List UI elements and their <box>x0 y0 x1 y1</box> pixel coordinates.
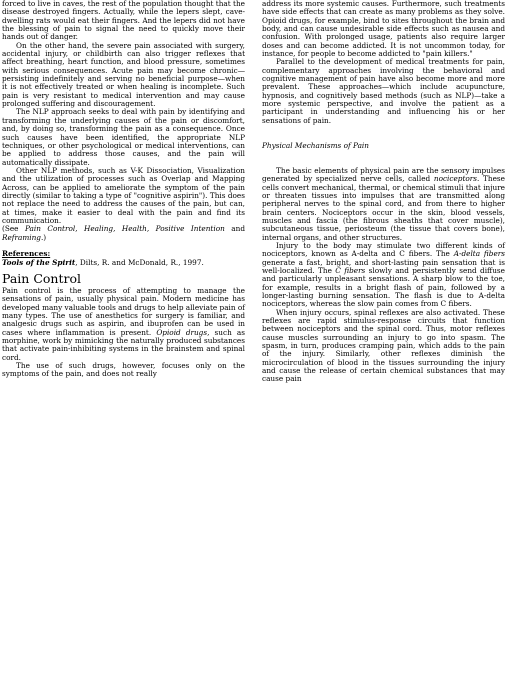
paragraph: forced to live in caves, the rest of the population thought that the disease destroyed fingers. Actually, while the lepers slept, cave-dwelling rats would eat their fingers. And the lepers did not have the blessing of pain to signal the need to quickly move their hands out of danger. <box>2 0 245 42</box>
left-column <box>2 0 245 379</box>
term: C fibers <box>335 266 366 275</box>
paragraph: On the other hand, the severe pain associated with surgery, accidental injury, or childbirth can also trigger reflexes that affect breathing, heart function, and blood pressure, sometimes with serious consequences. Acute pain may become chronic—persisting indefinitely and serving no beneficial purpose—when it is not effectively treated or when healing is incomplete. Such pain is very resistant to medical intervention and may cause prolonged suffering and discouragement. <box>2 40 245 109</box>
term: nociceptors <box>433 174 478 184</box>
reference-entry: Tools of the Spirit, Dilts, R. and McDonald, R., 1997. <box>2 257 204 267</box>
paragraph: The basic elements of physical pain are the sensory impulses generated by specialized nerve cells, called nociceptors. These cells convert mechanical, thermal, or chemical stimuli that injure or threaten tissues into impulses that are transmitted along peripheral nerves to the spinal cord, and from there to higher brain centers. Nociceptors occur in the skin, blood vessels, muscles and fascia (the fibrous sheaths that cover muscle), subcutaneous tissue, periosteum (the tissue that covers bone), internal organs, and other structures. <box>262 165 505 242</box>
term: A-delta fibers <box>453 249 506 259</box>
paragraph: Pain control is the process of attempting to manage the sensations of pain, usually physical pain. Modern medicine has developed many valuable tools and drugs to help alleviate pain of many types. The use of anesthetics for surgery is familiar, and analgesic drugs such as aspirin, and ibuprofen can be used in cases where inflammation is present. Opioid drugs, such as morphine, work by mimicking the naturally produced substances that activate pain-inhibiting systems in the brainstem and spinal cord. <box>2 286 246 362</box>
paragraph: When injury occurs, spinal reflexes are also activated. These reflexes are rapid stimulus-response circuits that function between nociceptors and the spinal cord. Thus, motor reflexes cause muscles surrounding an injury to go into spasm. The spasm, in turn, produces cramping pain, which adds to the pain of the injury. Similarly, other reflexes diminish the microcirculation of blood in the tissues surrounding the injury and cause the release of certain chemical substances that may cause pain <box>262 307 505 384</box>
see-also-links: Pain Control, Healing, Health, Positive Intention <box>24 224 225 234</box>
subsection-title: Physical Mechanisms of Pain <box>262 140 369 150</box>
see-also-last: Reframing <box>2 232 41 242</box>
references-heading: References: <box>2 249 51 259</box>
section-title: Pain Control <box>2 271 81 286</box>
paragraph: Injury to the body may stimulate two different kinds of nociceptors, known as A-delta and C fibers. The A-delta fibers generate a fast, bright, and short-lasting pain sensation that is well-localized. The C fibers slowly and persistently send diffuse and particularly unpleasant sensations. A sharp blow to the toe, for example, results in a bright flash of pain, followed by a longer-lasting burning sensation. The flash is due to A-delta nociceptors, whereas the slow pain comes from C fibers. <box>262 240 506 309</box>
paragraph: The use of such drugs, however, focuses only on the symptoms of the pain, and does not really <box>2 361 245 379</box>
spacer <box>262 150 505 167</box>
reference-title: Tools of the Spirit <box>2 257 76 267</box>
paragraph: address its more systemic causes. Furthermore, such treatments have side effects that can create as many problems as they solve. Opioid drugs, for example, bind to sites throughout the brain and body, and can cause undesirable side effects such as nausea and confusion. With prolonged usage, patients also require larger doses and can become addicted. It is not uncommon today, for instance, for people to become addicted to "pain killers." <box>262 0 505 59</box>
spacer <box>262 125 505 142</box>
paragraph: Parallel to the development of medical treatments for pain, complementary approaches involving the behavioral and cognitive management of pain have also become more and more prevalent. These approaches—which include acupuncture, hypnosis, and cognitively based methods (such as NLP)—take a more systemic perspective, and involve the patient as a participant in understanding and influencing his or her sensations of pain. <box>262 57 505 125</box>
right-column <box>262 0 505 384</box>
term: Opioid drugs <box>156 327 208 337</box>
see-also: (See Pain Control, Healing, Health, Positive Intention and Reframing.) <box>2 224 245 242</box>
paragraph: Other NLP methods, such as V-K Dissociation, Visualization and the utilization of processes such as Overlap and Mapping Across, can be applied to ameliorate the symptom of the pain directly (similar to taking a type of "cognitive aspirin"). This does not replace the need to address the causes of the pain, but can, at times, make it easier to deal with the pain and find its communication. <box>2 165 245 225</box>
paragraph: The NLP approach seeks to deal with pain by identifying and transforming the underlying causes of the pain or discomfort, and, by doing so, transforming the pain as a consequence. Once such causes have been identified, the appropriate NLP techniques, or other psychological or medical interventions, can be applied to address those causes, and the pain will automatically dissipate. <box>2 107 245 167</box>
